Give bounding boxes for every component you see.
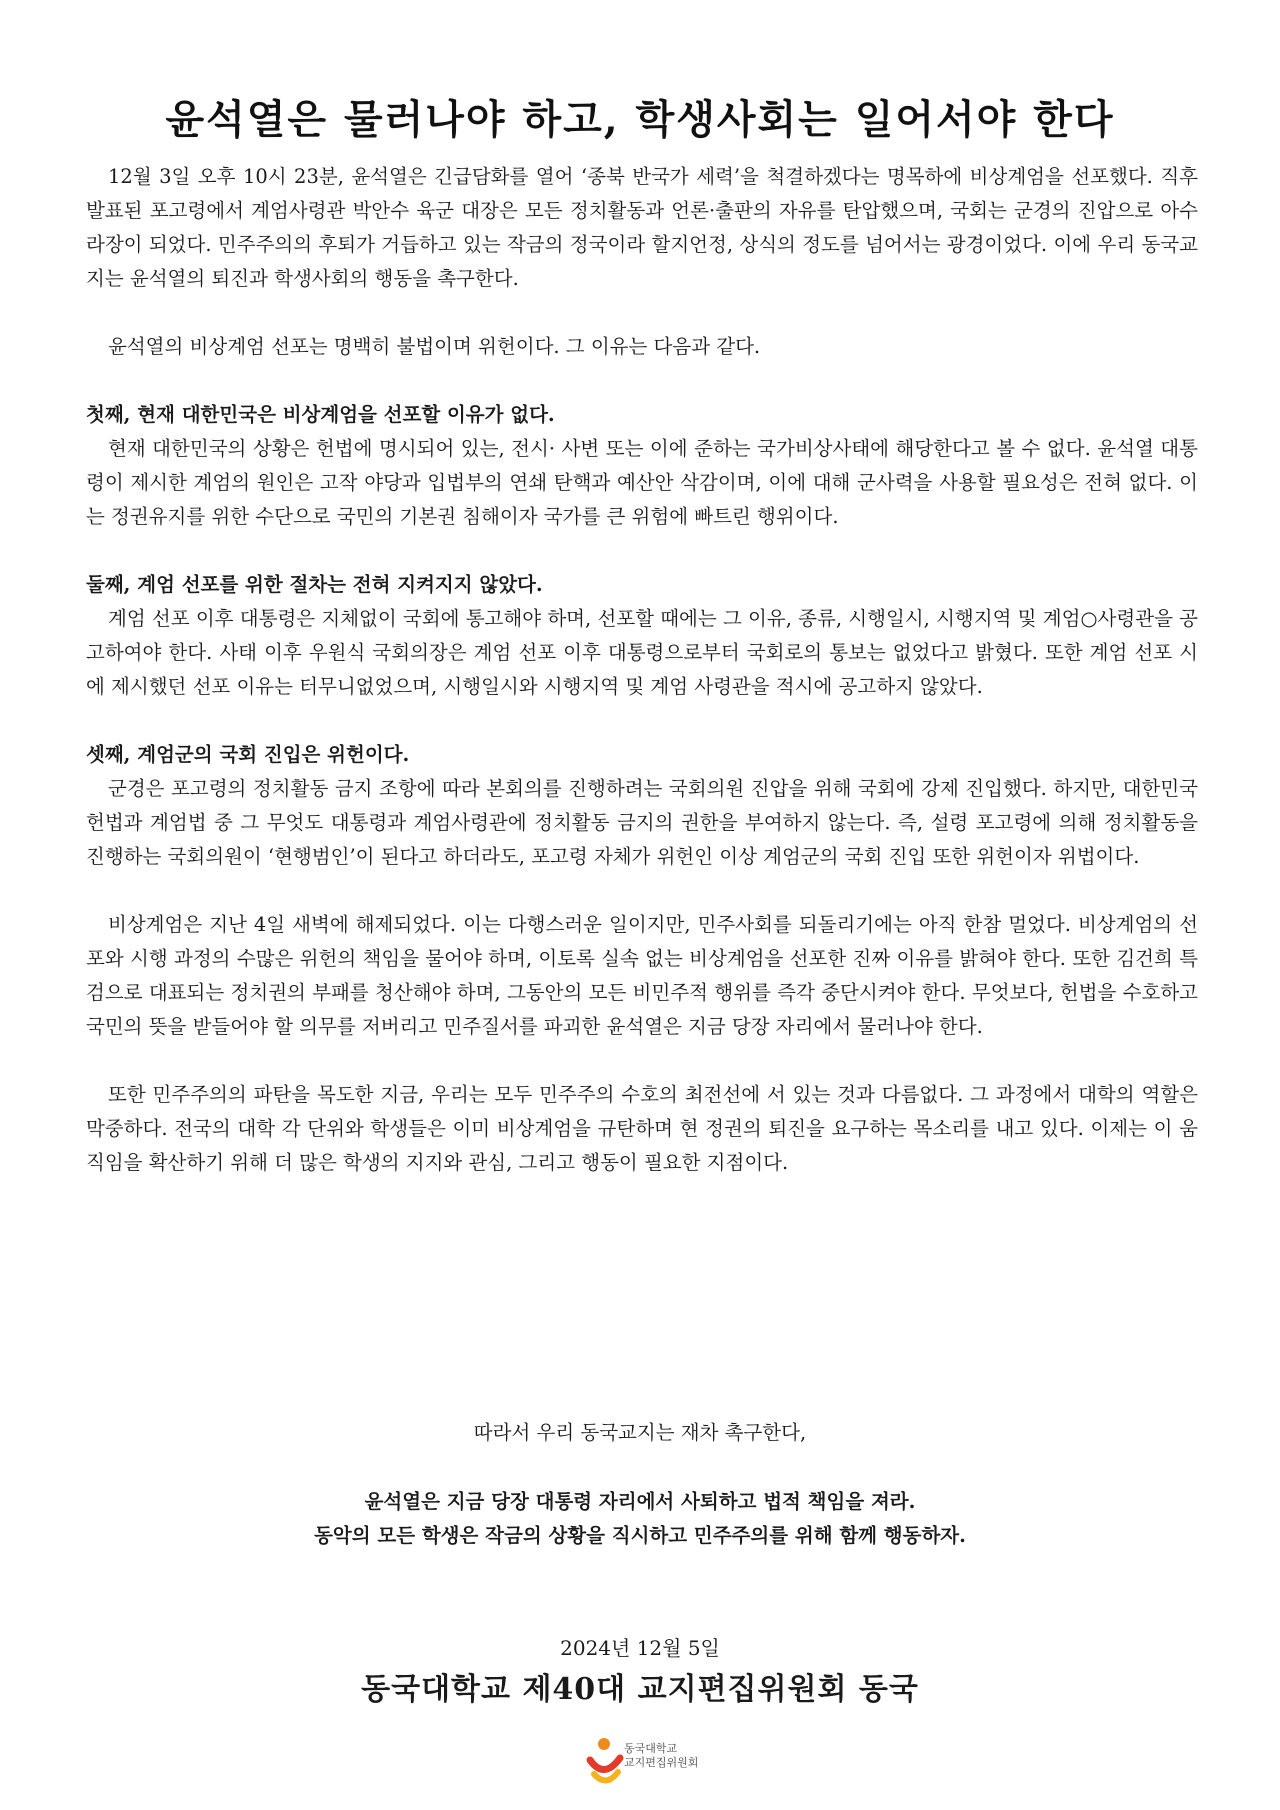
- section-1-body: 현재 대한민국의 상황은 헌법에 명시되어 있는, 전시· 사변 또는 이에 준하는 국가비상사태에 해당한다고 볼 수 없다. 윤석열 대통령이 제시한 계엄의 원인은 고작 야당과 입법부의 연쇄 탄핵과 예산안 삭감이며, 이에 대해 군사력을 사용할 필요성은 전혀 없다. 이는 정권유지를 위한 수단으로 국민의 기본권 침해이자 국가를 큰 위험에 빠트린 행위이다.: [86, 437, 1198, 528]
- section-2-body: 계엄 선포 이후 대통령은 지체없이 국회에 통고해야 하며, 선포할 때에는 그 이유, 종류, 시행일시, 시행지역 및 계엄○사령관을 공고하여야 한다. 사태 이후 우원식 국회의장은 계엄 선포 이후 대통령으로부터 국회로의 통보는 없었다고 밝혔다. 또한 계엄 선포 시에 제시했던 선포 이유는 터무니없었으며, 시행일시와 시행지역 및 계엄 사령관을 적시에 공고하지 않았다.: [86, 607, 1198, 698]
- logo-text-committee: 교지편집위원회: [624, 1756, 699, 1769]
- document-date: 2024년 12월 5일: [560, 1636, 720, 1660]
- section-1-heading: 첫째, 현재 대한민국은 비상계엄을 선포할 이유가 없다.: [86, 403, 555, 426]
- demand-1: 윤석열은 지금 당장 대통령 자리에서 사퇴하고 법적 책임을 져라.: [364, 1490, 916, 1513]
- organization-logo: [584, 1730, 699, 1796]
- intro-paragraph: 12월 3일 오후 10시 23분, 윤석열은 긴급담화를 열어 ‘종북 반국가 세력’을 척결하겠다는 명목하에 비상계엄을 선포했다. 직후 발표된 포고령에서 계엄사령관 박안수 육군 대장은 모든 정치활동과 언론·출판의 자유를 탄압했으며, 국회는 군경의 진압으로 아수라장이 되었다. 민주주의의 후퇴가 거듭하고 있는 작금의 정국이라 할지언정, 상식의 정도를 넘어서는 광경이었다. 이에 우리 동국교지는 윤석열의 퇴진과 학생사회의 행동을 촉구한다.: [86, 165, 1198, 290]
- section-3-body: 군경은 포고령의 정치활동 금지 조항에 따라 본회의를 진행하려는 국회의원 진압을 위해 국회에 강제 진입했다. 하지만, 대한민국 헌법과 계엄법 중 그 무엇도 대통령과 계엄사령관에 정치활동 금지의 권한을 부여하지 않는다. 즉, 설령 포고령에 의해 정치활동을 진행하는 국회의원이 ‘현행범인’이 된다고 하더라도, 포고령 자체가 위헌인 이상 계엄군의 국회 진입 또한 위헌이자 위법이다.: [86, 777, 1198, 868]
- document-body: [86, 160, 1198, 1180]
- logo-mark-icon: [584, 1730, 628, 1796]
- demand-2: 동악의 모든 학생은 작금의 상황을 직시하고 민주주의를 위해 함께 행동하자.: [314, 1524, 966, 1547]
- call-to-action: 따라서 우리 동국교지는 재차 촉구한다,: [473, 1421, 807, 1444]
- university-role-paragraph: 또한 민주주의의 파탄을 목도한 지금, 우리는 모두 민주주의 수호의 최전선에 서 있는 것과 다름없다. 그 과정에서 대학의 역할은 막중하다. 전국의 대학 각 단위와 학생들은 이미 비상계엄을 규탄하며 현 정권의 퇴진을 요구하는 목소리를 내고 있다. 이제는 이 움직임을 확산하기 위해 더 많은 학생의 지지와 관심, 그리고 행동이 필요한 지점이다.: [86, 1083, 1198, 1174]
- organization-name: 동국대학교 제40대 교지편집위원회 동국: [361, 1672, 919, 1707]
- logo-text-university: 동국대학교: [624, 1742, 678, 1755]
- aftermath-paragraph: 비상계엄은 지난 4일 새벽에 해제되었다. 이는 다행스러운 일이지만, 민주사회를 되돌리기에는 아직 한참 멀었다. 비상계엄의 선포와 시행 과정의 수많은 위헌의 책임을 물어야 하며, 이토록 실속 없는 비상계엄을 선포한 진짜 이유를 밝혀야 한다. 또한 김건희 특검으로 대표되는 정치권의 부패를 청산해야 하며, 그동안의 모든 비민주적 행위를 즉각 중단시켜야 한다. 무엇보다, 헌법을 수호하고 국민의 뜻을 받들어야 할 의무를 저버리고 민주질서를 파괴한 윤석열은 지금 당장 자리에서 물러나야 한다.: [86, 913, 1198, 1038]
- section-2-heading: 둘째, 계엄 선포를 위한 절차는 전혀 지켜지지 않았다.: [86, 573, 543, 596]
- section-3-heading: 셋째, 계엄군의 국회 진입은 위헌이다.: [86, 743, 410, 766]
- statement-paragraph: 윤석열의 비상계엄 선포는 명백히 불법이며 위헌이다. 그 이유는 다음과 같다.: [108, 335, 761, 358]
- document-title: 윤석열은 물러나야 하고, 학생사회는 일어서야 한다: [165, 96, 1115, 143]
